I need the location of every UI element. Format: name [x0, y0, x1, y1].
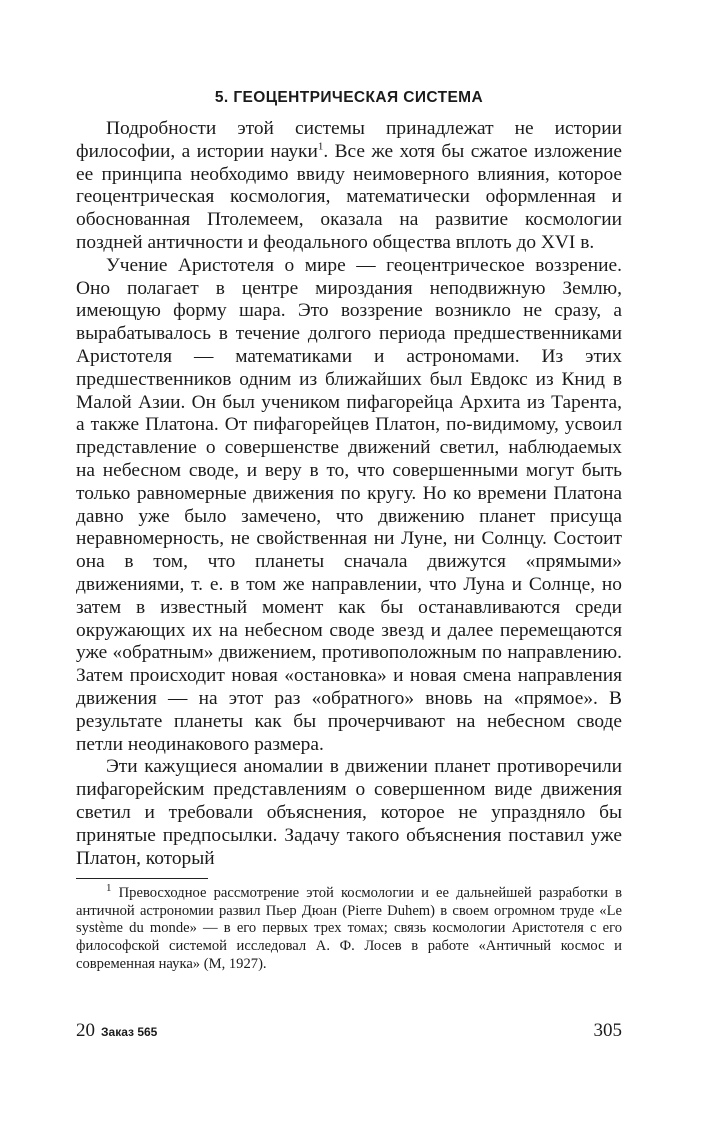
footnote — [76, 882, 622, 973]
page-footer — [76, 1020, 622, 1044]
paragraph-2: Учение Аристотеля о мире — геоцентрическое воззрение. Оно полагает в центре мироздания неподвижную Землю, имеющую форму шара. Это воззрение возникло не сразу, а вырабатывалось в течение долгого периода предшественниками Аристотеля — математиками и астрономами. Из этих предшественников одним из ближайших был Евдокс из Книд в Малой Азии. Он был учеником пифагорейца Архита из Тарента, а также Платона. От пифагорейцев Платон, по-видимому, усвоил представление о совершенстве движений светил, наблюдаемых на небесном своде, и веру в то, что совершенными могут быть только равномерные движения по кругу. Но ко времени Платона давно уже было замечено, что движению планет присуща неравномерность, не свойственная ни Луне, ни Солнцу. Состоит она в том, что планеты сначала движутся «прямыми» движениями, т. е. в том же направлении, что Луна и Солнце, но затем в известный момент как бы останавливаются среди окружающих их на небесном своде звезд и далее перемещаются уже «обратным» движением, противоположным по направлению. Затем происходит новая «остановка» и новая смена направления движения — на этот раз «обратного» вновь на «прямое». В результате планеты как бы прочерчивают на небесном своде петли неодинакового размера. — [76, 254, 622, 755]
signature-number: 20 — [76, 1020, 95, 1041]
footnote-number: 1 — [106, 882, 112, 895]
order-label: Заказ 565 — [101, 1025, 158, 1039]
footnote-divider — [76, 878, 208, 879]
book-page — [76, 88, 622, 973]
page-number: 305 — [593, 1020, 622, 1041]
section-title: 5. ГЕОЦЕНТРИЧЕСКАЯ СИСТЕМА — [214, 89, 484, 106]
paragraph-1 — [76, 118, 622, 255]
paragraph-3: Эти кажущиеся аномалии в движении планет противоречили пифагорейским представлениям о совершенном виде движения светил и требовали объяснения, которое не упраздняло бы принятые предпосылки. Задачу такого объяснения поставил уже Платон, который — [76, 756, 622, 869]
printer-signature — [76, 1020, 157, 1042]
footnote-text: Превосходное рассмотрение этой космологии и ее дальнейшей разработки в античной астрономии развил Пьер Дюан (Pierre Duhem) в своем огромном труде «Le système du monde» — в его первых трех томах; связь космологии Аристотеля с его философской системой исследовал А. Ф. Лосев в работе «Античный космос и современная наука» (М, 1927). — [76, 885, 622, 972]
footnote-marker: 1 — [317, 140, 324, 153]
paragraph-1-text-continued: . Все же хотя бы сжатое изложение ее принципа необходимо ввиду неимоверного влияния, которое геоцентрическая космология, математически оформленная и обоснованная Птолемеем, оказала на развитие космологии поздней античности и феодального общества вплоть до XVI в. — [76, 140, 622, 253]
paragraph-1-text: Подробности этой системы принадлежат не истории философии, а истории науки — [76, 118, 622, 162]
